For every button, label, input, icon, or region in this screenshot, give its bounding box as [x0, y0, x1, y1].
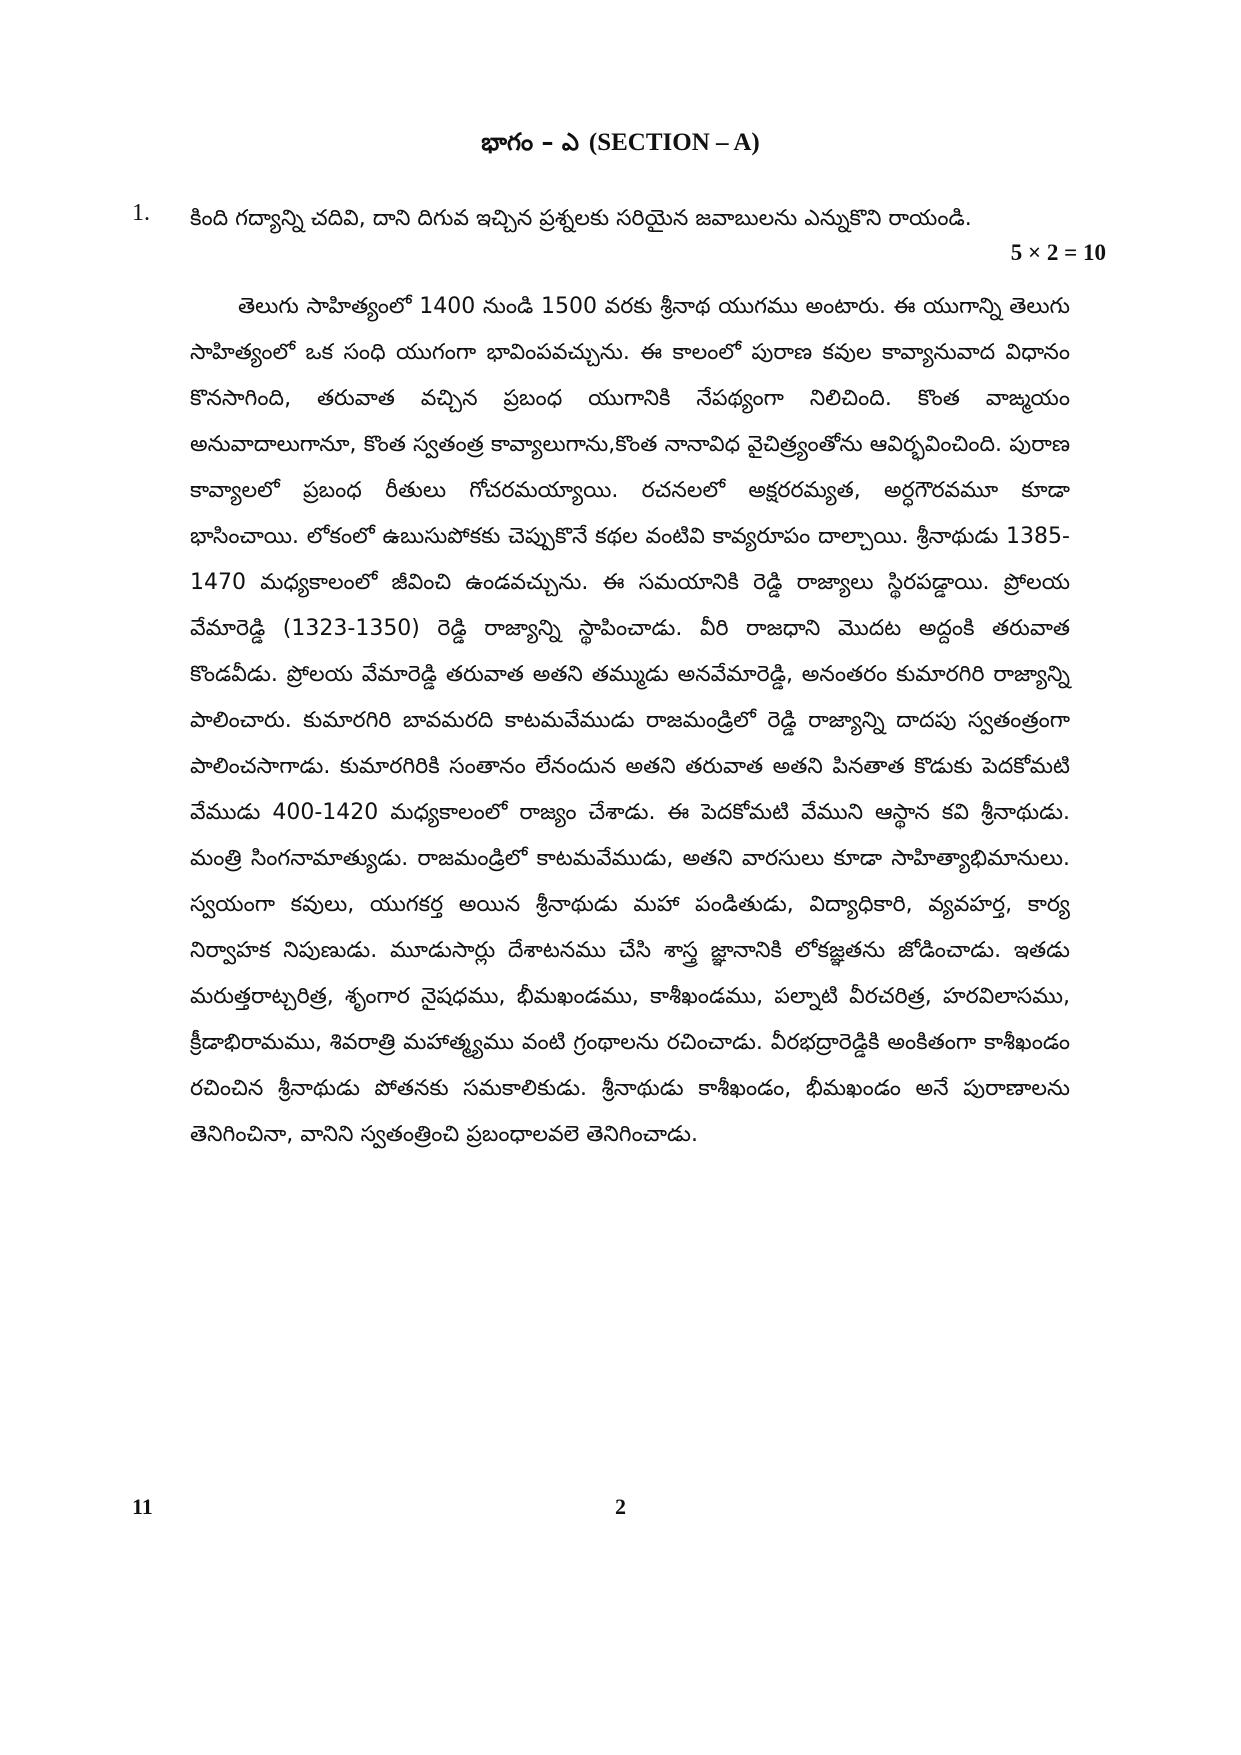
section-heading	[0, 126, 1241, 159]
question-marks: 5 × 2 = 10	[1010, 240, 1106, 265]
section-heading-english: (SECTION – A)	[588, 129, 760, 156]
paper-code: 11	[132, 1494, 153, 1519]
section-heading-telugu: భాగం – ఎ	[481, 128, 579, 156]
page-number: 2	[615, 1494, 626, 1519]
reading-passage: తెలుగు సాహిత్యంలో 1400 నుండి 1500 వరకు శ్రీనాథ యుగము అంటారు. ఈ యుగాన్ని తెలుగు సాహిత్యంలో ఒక సంధి యుగంగా భావింపవచ్చును. ఈ కాలంలో పురాణ కవుల కావ్యానువాద విధానం కొనసాగింది, తరువాత వచ్చిన ప్రబంధ యుగానికి నేపథ్యంగా నిలిచింది. కొంత వాఙ్మయం అనువాదాలుగానూ, కొంత స్వతంత్ర కావ్యాలుగాను,కొంత నానావిధ వైచిత్ర్యంతోను ఆవిర్భవించింది. పురాణ కావ్యాలలో ప్రబంధ రీతులు గోచరమయ్యాయి. రచనలలో అక్షరరమ్యత, అర్ధగౌరవమూ కూడా భాసించాయి. లోకంలో ఉబుసుపోకకు చెప్పుకొనే కథల వంటివి కావ్యరూపం దాల్చాయి. శ్రీనాథుడు 1385-1470 మధ్యకాలంలో జీవించి ఉండవచ్చును. ఈ సమయానికి రెడ్డి రాజ్యాలు స్థిరపడ్డాయి. ప్రోలయ వేమారెడ్డి (1323-1350) రెడ్డి రాజ్యాన్ని స్థాపించాడు. వీరి రాజధాని మొదట అద్దంకి తరువాత కొండవీడు. ప్రోలయ వేమారెడ్డి తరువాత అతని తమ్ముడు అనవేమారెడ్డి, అనంతరం కుమారగిరి రాజ్యాన్ని పాలించారు. కుమారగిరి బావమరది కాటమవేముడు రాజమండ్రిలో రెడ్డి రాజ్యాన్ని దాదపు స్వతంత్రంగా పాలించసాగాడు. కుమారగిరికి సంతానం లేనందున అతని తరువాత అతని పినతాత కొడుకు పెదకోమటి వేముడు 400-1420 మధ్యకాలంలో రాజ్యం చేశాడు. ఈ పెదకోమటి వేముని ఆస్థాన కవి శ్రీనాథుడు. మంత్రి సింగనామాత్యుడు. రాజమండ్రిలో కాటమవేముడు, అతని వారసులు కూడా సాహిత్యాభిమానులు. స్వయంగా కవులు, యుగకర్త అయిన శ్రీనాథుడు మహా పండితుడు, విద్యాధికారి, వ్యవహర్త, కార్య నిర్వాహక నిపుణుడు. మూడుసార్లు దేశాటనము చేసి శాస్త్ర జ్ఞానానికి లోకజ్ఞతను జోడించాడు. ఇతడు మరుత్తరాట్చరిత్ర, శృంగార నైషధము, భీమఖండము, కాశీఖండము, పల్నాటి వీరచరిత్ర, హరవిలాసము, క్రీడాభిరామము, శివరాత్రి మహాత్మ్యము వంటి గ్రంథాలను రచించాడు. వీరభద్రారెడ్డికి అంకితంగా కాశీఖండం రచించిన శ్రీనాథుడు పోతనకు సమకాలికుడు. శ్రీనాథుడు కాశీఖండం, భీమఖండం అనే పురాణాలను తెనిగించినా, వానిని స్వతంత్రించి ప్రబంధాలవలె తెనిగించాడు.	[190, 294, 1070, 1147]
question-instruction: కింది గద్యాన్ని చదివి, దాని దిగువ ఇచ్చిన ప్రశ్నలకు సరియైన జవాబులను ఎన్నుకొని రాయండి.	[190, 206, 972, 231]
question-number: 1.	[132, 200, 150, 226]
